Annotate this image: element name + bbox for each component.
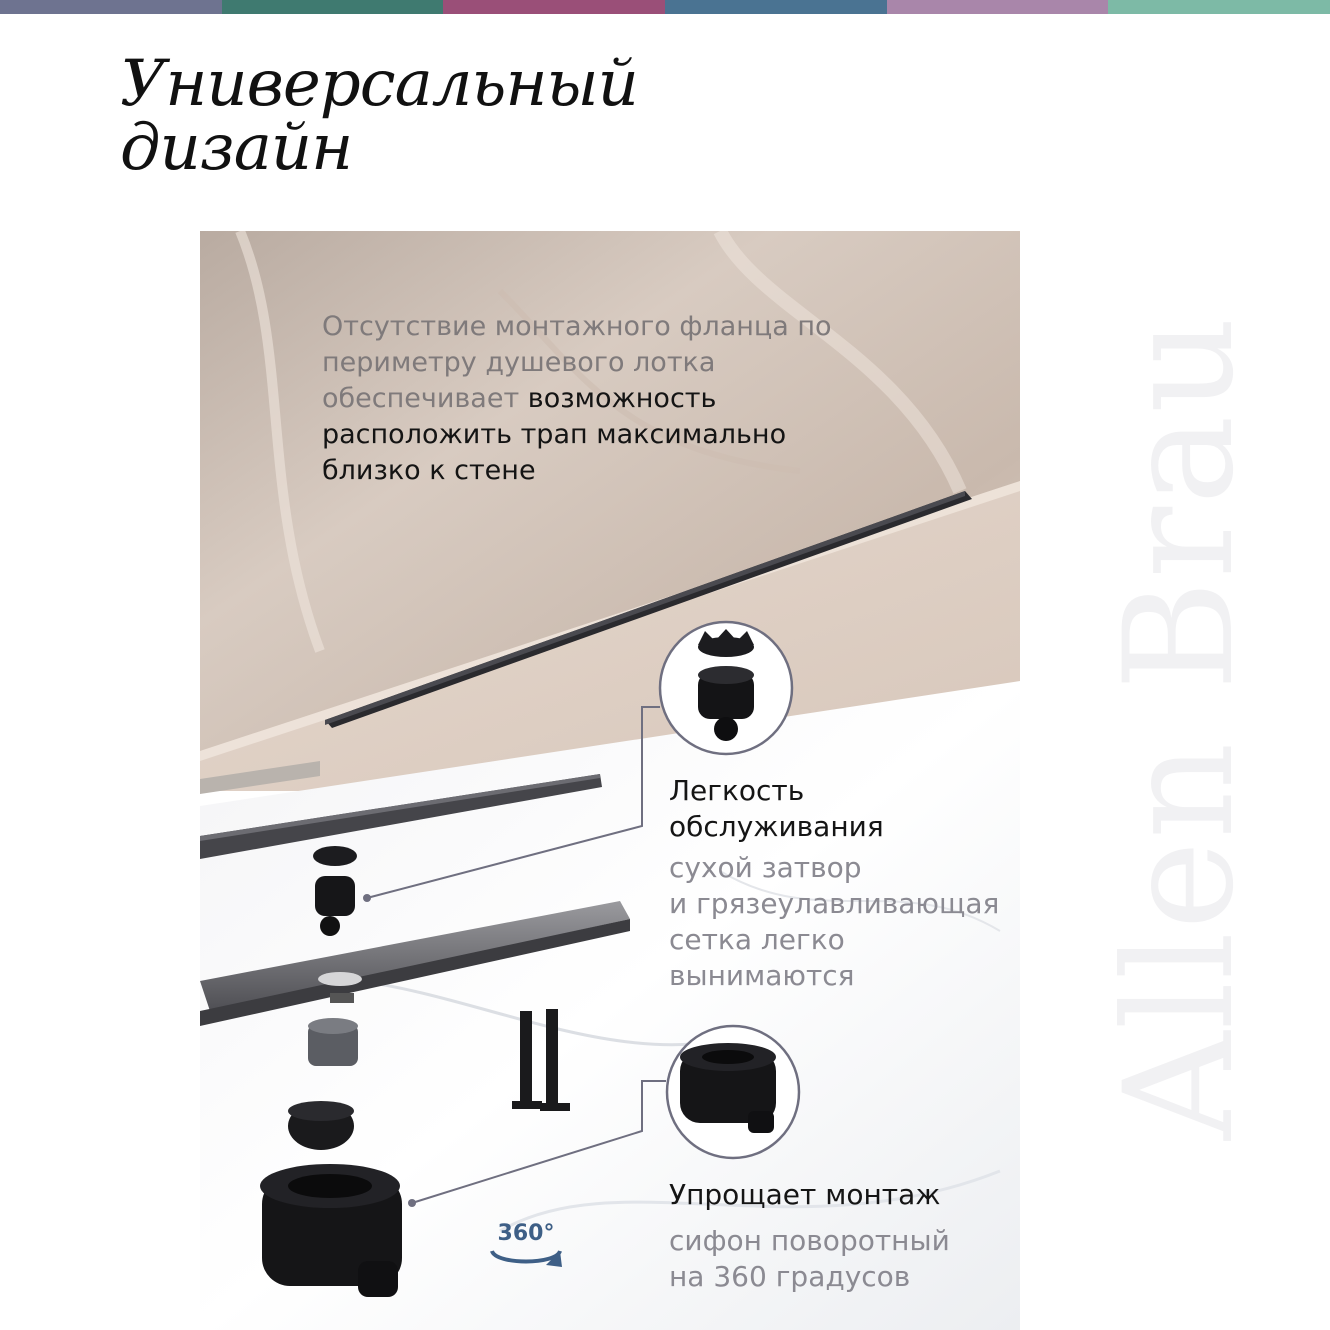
stripe-6 [1108,0,1330,14]
color-stripe [0,0,1330,14]
feature-maintenance-title-line-1: Легкость [669,774,805,807]
title-line-2: дизайн [120,111,353,185]
product-photo [200,231,1020,1330]
stripe-1 [0,0,222,14]
brand-watermark: Allen Brau [1093,314,1267,1140]
siphon-icon [680,1043,776,1133]
stripe-3 [443,0,665,14]
feature-maintenance-line: вынимаются [669,959,855,992]
title-line-1: Универсальный [120,47,638,121]
feature-maintenance-line: сетка легко [669,923,845,956]
stripe-5 [887,0,1109,14]
stripe-4 [665,0,887,14]
feature-install-line: на 360 градусов [669,1260,911,1293]
feature-install-line: сифон поворотный [669,1224,950,1257]
rotation-label: 360° [497,1221,555,1246]
lead-text-gray: Отсутствие монтажного фланца по периметру душевого лотка обеспечивает [322,311,832,414]
feature-maintenance-title-line-2: обслуживания [669,810,884,843]
feature-install-title: Упрощает монтаж [669,1178,941,1211]
feature-maintenance-line: и грязеулавливающая [669,887,1000,920]
feature-install-body [669,1223,950,1295]
feature-maintenance-title [669,773,884,845]
lead-text-emphasis: возможность расположить трап максимально близко к стене [322,383,787,486]
rotation-360-badge [486,1221,566,1271]
lead-text [322,309,842,489]
feature-maintenance-line: сухой затвор [669,851,862,884]
stripe-2 [222,0,444,14]
page-title [120,47,638,185]
feature-maintenance-body [669,850,999,994]
